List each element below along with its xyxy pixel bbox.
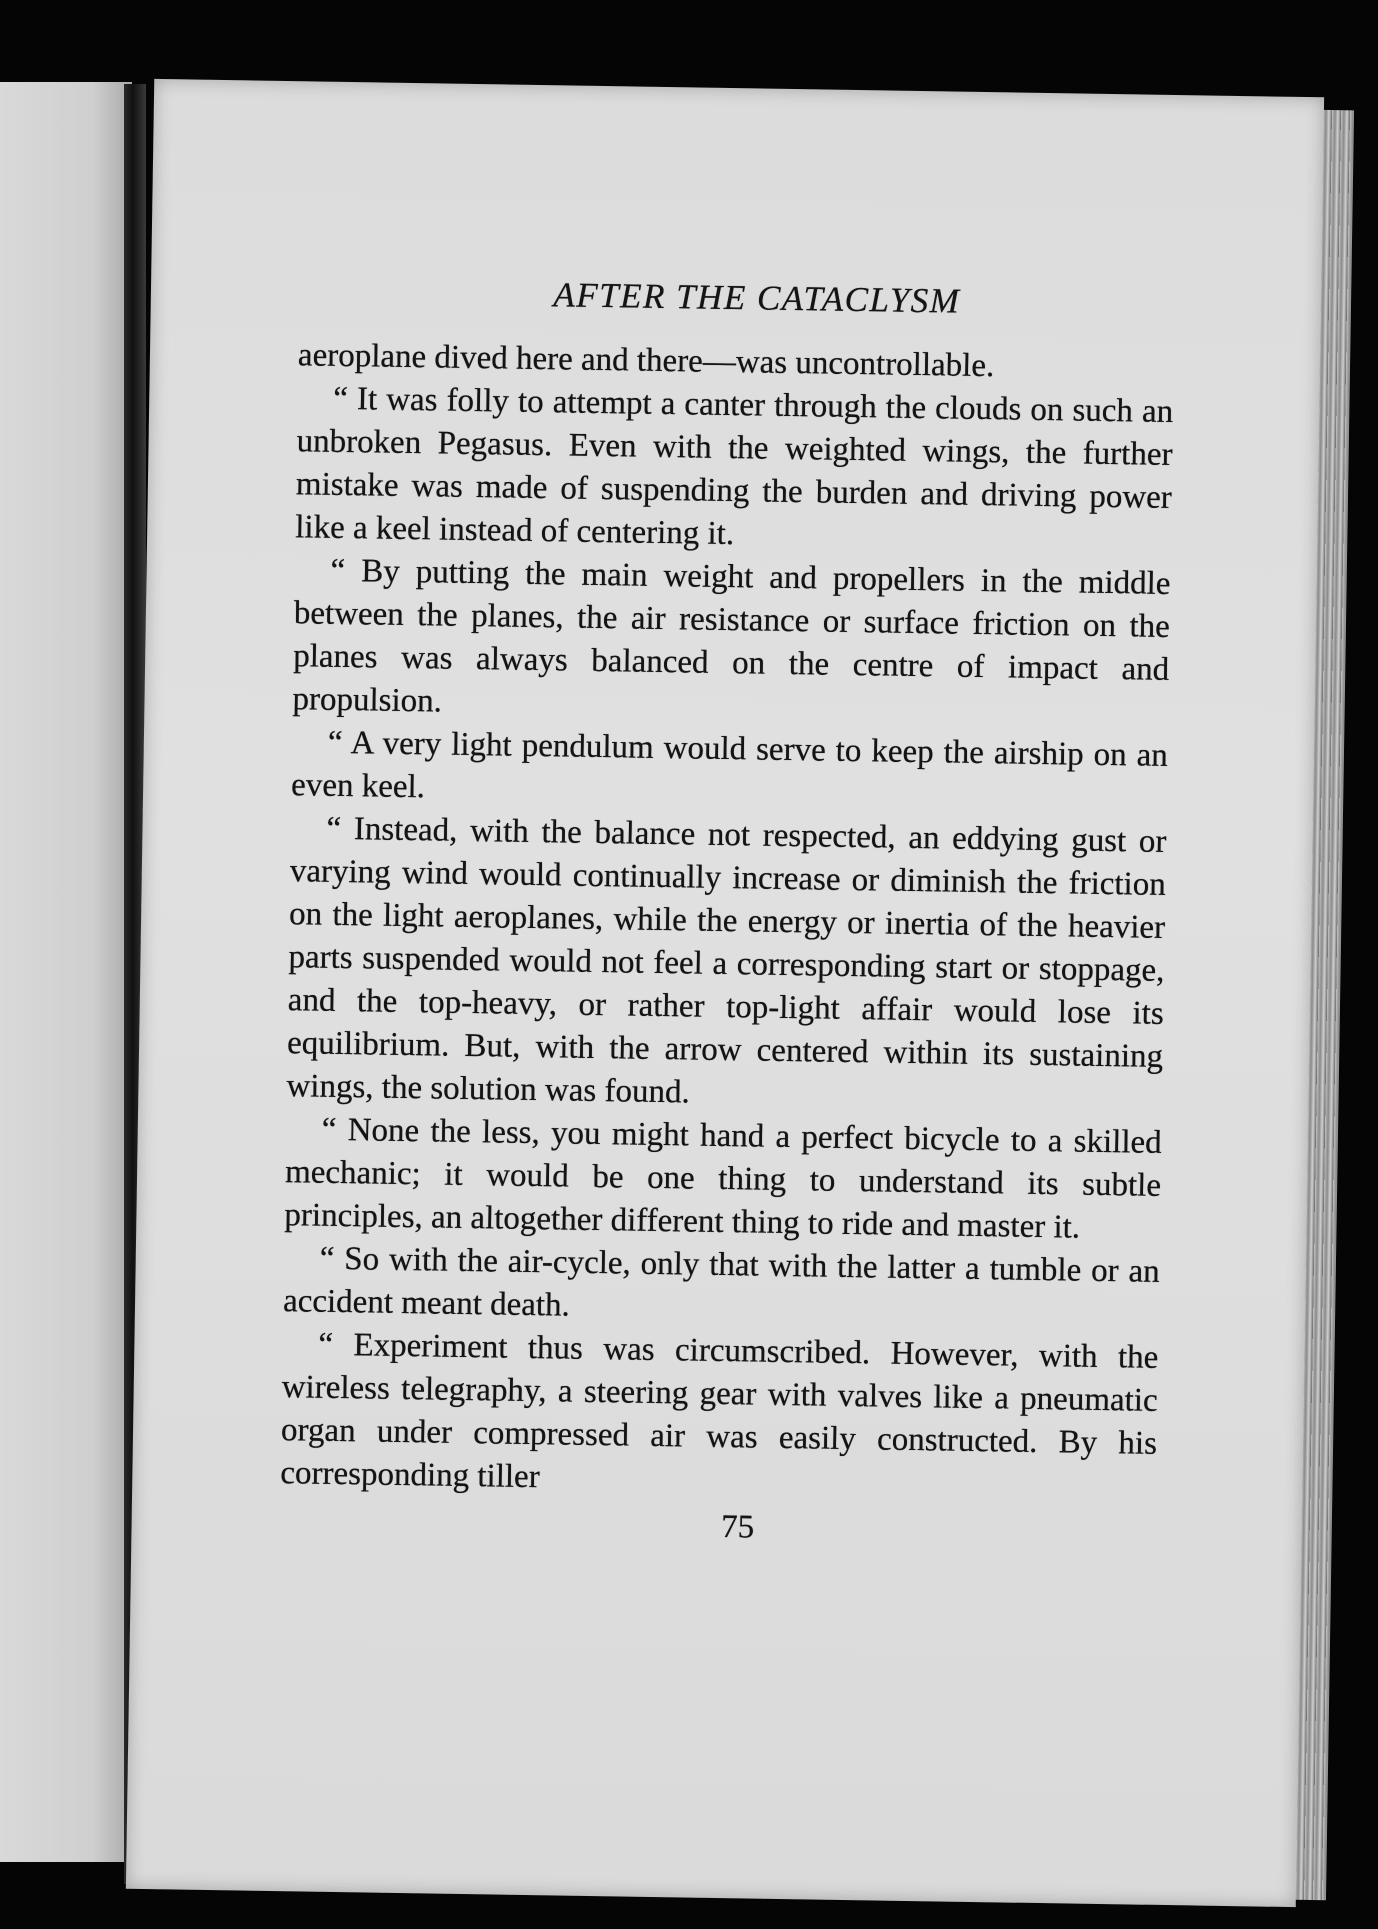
- running-head: AFTER THE CATACLYSM: [553, 275, 961, 321]
- previous-page-edge: [0, 82, 132, 1862]
- paragraph: “ By putting the main weight and propellers in the middle between the planes, the air resistance or surface friction on the planes was always balanced on the centre of impact and propulsion.: [292, 552, 1171, 720]
- paragraph: “ So with the air-cycle, only that with the latter a tumble or an accident meant death.: [282, 1240, 1160, 1324]
- paragraph: “ None the less, you might hand a perfect bicycle to a skilled mechanic; it would be one thing to understand its subtle principles, an altogether different thing to ride and master it.: [284, 1111, 1162, 1246]
- page-text-block: [279, 269, 1175, 1556]
- paragraph: “ Experiment thus was circumscribed. However, with the wireless telegraphy, a steering gear with valves like a pneumatic organ under compressed air was easily constructed. By his corresponding tiller: [280, 1326, 1159, 1496]
- page-number: 75: [720, 1509, 755, 1546]
- paragraph: “ It was folly to attempt a canter through the clouds on such an unbroken Pegasus. Even with the weighted wings, the further mistake was made of suspending the burden and driving power like a keel instead of centering it.: [294, 380, 1174, 553]
- paragraph: “ Instead, with the balance not respected, an eddying gust or varying wind would continually increase or diminish the friction on the light aeroplanes, while the energy or inertia of the heavier parts suspended would not feel a corresponding start or stoppage, and the top-heavy, or rather top-light affair would lose its equilibrium. But, with the arrow centered within its sustaining wings, the solution was found.: [286, 810, 1167, 1111]
- paragraph: “ A very light pendulum would serve to keep the airship on an even keel.: [290, 724, 1169, 806]
- book-page: [126, 79, 1324, 1907]
- paragraph: aeroplane dived here and there—was uncontrollable.: [297, 337, 995, 385]
